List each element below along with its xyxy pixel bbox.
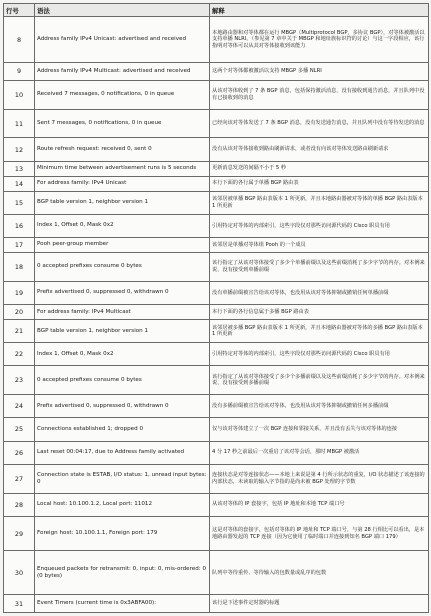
syntax-cell: Last reset 00:04:17, due to Address family activated	[35, 441, 210, 464]
table-row	[4, 214, 429, 237]
line-number-cell: 10	[4, 80, 35, 109]
table-row	[4, 441, 429, 464]
table-row	[4, 493, 429, 516]
syntax-cell: Sent 7 messages, 0 notifications, 0 in queue	[35, 109, 210, 138]
header-syntax: 语法	[35, 4, 210, 17]
syntax-cell: For address family: IPv4 Unicast	[35, 176, 210, 191]
explanation-cell: 更新消息发送的间隔不小于 5 秒	[210, 161, 429, 176]
explanation-cell: 该行是下述事件定时器的标题	[210, 595, 429, 613]
table-row	[4, 191, 429, 214]
syntax-cell: Received 7 messages, 0 notifications, 0 in queue	[35, 80, 210, 109]
table-row	[4, 252, 429, 281]
table-row	[4, 395, 429, 418]
explanation-cell: 从该对等体的 IP 套接字，包括 IP 地址和本地 TCP 端口号	[210, 493, 429, 516]
line-number-cell: 12	[4, 138, 35, 161]
explanation-cell: 本行下面的各行信息属于多播 BGP 路由表	[210, 305, 429, 320]
syntax-cell: Address family IPv4 Unicast: advertised and received	[35, 17, 210, 63]
line-number-cell: 24	[4, 395, 35, 418]
line-number-cell: 25	[4, 418, 35, 441]
table-row	[4, 281, 429, 304]
line-number-cell: 9	[4, 63, 35, 80]
explanation-cell: 该邻居被多播 BGP 路由表版本 1 所更新，并且本地路由器被对等体的多播 BGP 路由表版本 1 所更新	[210, 320, 429, 343]
table-row	[4, 63, 429, 80]
explanation-cell: 本行下面的各行属于单播 BGP 路由表	[210, 176, 429, 191]
table-row	[4, 237, 429, 252]
syntax-cell: For address family: IPv4 Multicast	[35, 305, 210, 320]
table-row	[4, 418, 429, 441]
syntax-cell: BGP table version 1, neighbor version 1	[35, 191, 210, 214]
explanation-cell: 这是对等体的套接字，包括对等体的 IP 地址和 TCP 端口号，与第 28 行相比可以看出，是本地路由器发起的 TCP 连接（因为它使用了临时端口并连接到知名 BGP 端口 179）	[210, 516, 429, 551]
explanation-cell: 没有多播前缀被宣告给该对等体，也没用从该对等体抑制或撤销任何多播前缀	[210, 395, 429, 418]
line-number-cell: 14	[4, 176, 35, 191]
line-number-cell: 30	[4, 551, 35, 595]
line-number-cell: 8	[4, 17, 35, 63]
explanation-cell: 本地路由器和对等体都在运行 MBGP（Multiprotocol BGP，多协议 BGP），对等体被激活以支持单播 NLRI。（参见第 7 章中关于 MBGP 和地址族标识符的讨论）与这一字段相应，该行指明对等体可以从其对等体接收到该能力	[210, 17, 429, 63]
explanation-cell: 没有单播前缀被宣告给该对等体，也没用从该对等体抑制或撤销任何单播前缀	[210, 281, 429, 304]
syntax-cell: Foreign host: 10.100.1.1, Foreign port: 179	[35, 516, 210, 551]
explanation-cell: 仅与该对等体建立了一次 BGP 连接和邻接关系，并且没有丢失与该对等体的连接	[210, 418, 429, 441]
explanation-cell: 引用特定对等体的内部索引，这些字段仅对那些访问源代码的 Cisco 职员有用	[210, 214, 429, 237]
explanation-cell: 连接状态是对等连接状态——本地上来说是第 4 行所示状态的重复，I/O 状态描述了该连接的内部状态，未读取的输入字节指的是尚未被 BGP 处理的字节数	[210, 464, 429, 493]
table-row	[4, 366, 429, 395]
table-body	[4, 17, 429, 613]
table-row	[4, 17, 429, 63]
line-number-cell: 28	[4, 493, 35, 516]
explanation-cell: 已经向该对等体发送了 7 条 BGP 消息，没有发送通告消息，并且队列中没有等待发送的消息	[210, 109, 429, 138]
line-number-cell: 19	[4, 281, 35, 304]
line-number-cell: 13	[4, 161, 35, 176]
explanation-cell: 引用特定对等体的内部索引，这些字段仅对那些访问源代码的 Cisco 职员有用	[210, 343, 429, 366]
explanation-cell: 该邻居是单播对等体组 Pooh 的一个成员	[210, 237, 429, 252]
table-row	[4, 305, 429, 320]
syntax-cell: Prefix advertised 0, suppressed 0, withdrawn 0	[35, 395, 210, 418]
line-number-cell: 18	[4, 252, 35, 281]
explanation-cell: 从该对等体收到了 7 条 BGP 消息，包括保持激活消息，没有接收到通告消息，并且队列中没有已接收到的消息	[210, 80, 429, 109]
table-row	[4, 80, 429, 109]
syntax-cell: Enqueued packets for retransmit: 0, input: 0, mis-ordered: 0 (0 bytes)	[35, 551, 210, 595]
explanation-cell: 这两个对等体都被激活以支持 MBGP 多播 NLRI	[210, 63, 429, 80]
line-number-cell: 27	[4, 464, 35, 493]
table-row	[4, 109, 429, 138]
header-explanation: 解释	[210, 4, 429, 17]
explanation-cell: 4 分 17 秒之前最后一次重启了该对等会话，那时 MBGP 被激活	[210, 441, 429, 464]
line-number-cell: 20	[4, 305, 35, 320]
syntax-cell: 0 accepted prefixes consume 0 bytes	[35, 366, 210, 395]
syntax-cell: Route refresh request: received 0, sent 0	[35, 138, 210, 161]
table-row	[4, 464, 429, 493]
table-header-row	[4, 4, 429, 17]
line-number-cell: 22	[4, 343, 35, 366]
header-line-number: 行号	[4, 4, 35, 17]
table-row	[4, 176, 429, 191]
syntax-cell: Connection state is ESTAB, I/O status: 1, unread input bytes: 0	[35, 464, 210, 493]
syntax-cell: Address family IPv4 Multicast: advertised and received	[35, 63, 210, 80]
syntax-cell: Pooh peer-group member	[35, 237, 210, 252]
table-row	[4, 138, 429, 161]
line-number-cell: 26	[4, 441, 35, 464]
explanation-cell: 没有从该对等体接收到路由刷新请求，或者没有向该对等体发送路由刷新请求	[210, 138, 429, 161]
explanation-table	[3, 3, 429, 613]
syntax-cell: BGP table version 1, neighbor version 1	[35, 320, 210, 343]
explanation-cell: 该行指定了从该对等体接受了多少个多播前缀以及这些前缀消耗了多少字节的内存。对本例来说，没有接受到多播前缀	[210, 366, 429, 395]
syntax-cell: Minimum time between advertisement runs is 5 seconds	[35, 161, 210, 176]
line-number-cell: 16	[4, 214, 35, 237]
table-row	[4, 343, 429, 366]
syntax-cell: Prefix advertised 0, suppressed 0, withdrawn 0	[35, 281, 210, 304]
line-number-cell: 17	[4, 237, 35, 252]
syntax-cell: Connections established 1; dropped 0	[35, 418, 210, 441]
syntax-cell: Local host: 10.100.1.2, Local port: 11012	[35, 493, 210, 516]
table-row	[4, 595, 429, 613]
line-number-cell: 29	[4, 516, 35, 551]
syntax-cell: Event Timers (current time is 0x3ABFA00):	[35, 595, 210, 613]
line-number-cell: 31	[4, 595, 35, 613]
table-row	[4, 161, 429, 176]
syntax-cell: Index 1, Offset 0, Mask 0x2	[35, 214, 210, 237]
line-number-cell: 21	[4, 320, 35, 343]
explanation-cell: 队列中等待重传、等待输入的包数量或乱序的包数	[210, 551, 429, 595]
syntax-cell: 0 accepted prefixes consume 0 bytes	[35, 252, 210, 281]
table-row	[4, 551, 429, 595]
table-row	[4, 516, 429, 551]
table-row	[4, 320, 429, 343]
syntax-cell: Index 1, Offset 0, Mask 0x2	[35, 343, 210, 366]
line-number-cell: 23	[4, 366, 35, 395]
explanation-cell: 该行指定了从该对等体接受了多少个单播前缀以及这些前缀消耗了多少字节的内存。对本例来说，没有接受到单播前缀	[210, 252, 429, 281]
line-number-cell: 15	[4, 191, 35, 214]
line-number-cell: 11	[4, 109, 35, 138]
explanation-cell: 该邻居被单播 BGP 路由表版本 1 所更新，并且本地路由器被对等体的单播 BGP 路由表版本 1 所更新	[210, 191, 429, 214]
